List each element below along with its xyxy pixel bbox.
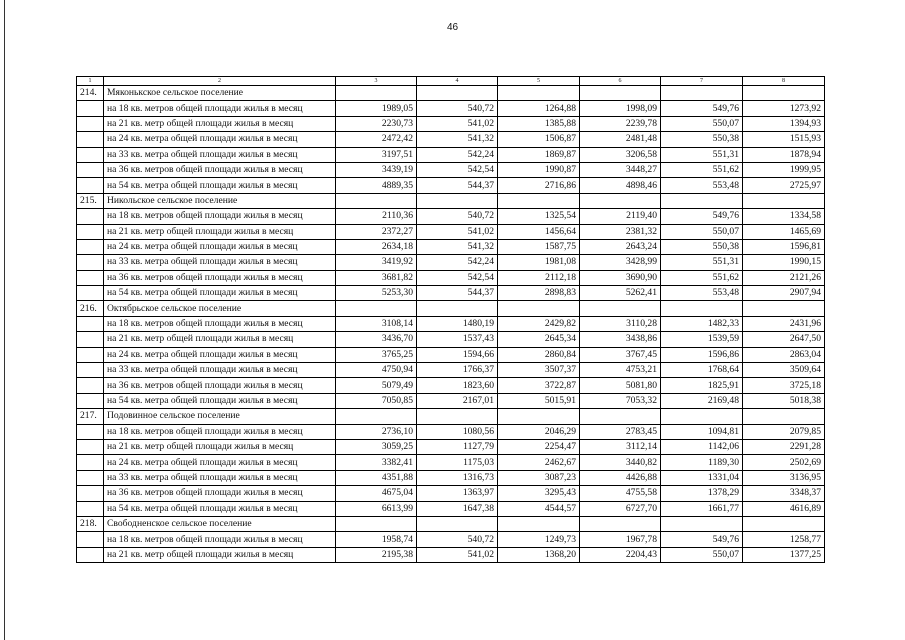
empty-cell (336, 301, 417, 316)
value-cell: 3112,14 (580, 439, 661, 454)
section-header-row (77, 193, 825, 208)
value-cell: 4351,88 (336, 470, 417, 485)
value-cell: 3059,25 (336, 439, 417, 454)
empty-cell (498, 301, 580, 316)
empty-cell (77, 347, 104, 362)
empty-cell (661, 409, 743, 424)
page-edge-rule (4, 0, 5, 640)
empty-cell (77, 332, 104, 347)
table-row (77, 101, 825, 116)
empty-cell (417, 86, 498, 101)
value-cell: 1596,86 (661, 347, 743, 362)
empty-cell (336, 516, 417, 531)
value-cell: 2429,82 (498, 316, 580, 331)
row-label: на 24 кв. метра общей площади жилья в месяц (104, 455, 336, 470)
value-cell: 1258,77 (743, 532, 825, 547)
value-cell: 1869,87 (498, 147, 580, 162)
value-cell: 542,54 (417, 162, 498, 177)
value-cell: 2254,47 (498, 439, 580, 454)
empty-cell (661, 193, 743, 208)
empty-cell (77, 486, 104, 501)
value-cell: 2112,18 (498, 270, 580, 285)
value-cell: 3440,82 (580, 455, 661, 470)
value-cell: 1537,43 (417, 332, 498, 347)
empty-cell (580, 301, 661, 316)
section-number: 214. (77, 86, 104, 101)
empty-cell (743, 301, 825, 316)
value-cell: 2381,32 (580, 224, 661, 239)
value-cell: 7050,85 (336, 393, 417, 408)
row-label: на 18 кв. метров общей площади жилья в месяц (104, 532, 336, 547)
tariff-table (76, 76, 825, 563)
value-cell: 2372,27 (336, 224, 417, 239)
value-cell: 1456,64 (498, 224, 580, 239)
value-cell: 1189,30 (661, 455, 743, 470)
value-cell: 3110,28 (580, 316, 661, 331)
value-cell: 1385,88 (498, 116, 580, 131)
row-label: на 18 кв. метров общей площади жилья в месяц (104, 209, 336, 224)
table-row (77, 347, 825, 362)
value-cell: 2472,42 (336, 132, 417, 147)
table-row (77, 532, 825, 547)
value-cell: 2462,67 (498, 455, 580, 470)
empty-cell (336, 409, 417, 424)
value-cell: 5079,49 (336, 378, 417, 393)
table-row (77, 132, 825, 147)
row-label: на 18 кв. метров общей площади жилья в месяц (104, 101, 336, 116)
empty-cell (77, 286, 104, 301)
table-body (77, 77, 825, 563)
empty-cell (77, 224, 104, 239)
value-cell: 1587,75 (498, 239, 580, 254)
empty-cell (580, 516, 661, 531)
value-cell: 3436,70 (336, 332, 417, 347)
value-cell: 3509,64 (743, 363, 825, 378)
table-row (77, 424, 825, 439)
value-cell: 3725,18 (743, 378, 825, 393)
value-cell: 2725,97 (743, 178, 825, 193)
value-cell: 542,24 (417, 255, 498, 270)
value-cell: 1768,64 (661, 363, 743, 378)
empty-cell (77, 116, 104, 131)
value-cell: 2647,50 (743, 332, 825, 347)
value-cell: 5262,41 (580, 286, 661, 301)
value-cell: 2502,69 (743, 455, 825, 470)
empty-cell (498, 409, 580, 424)
value-cell: 4544,57 (498, 501, 580, 516)
row-label: на 21 кв. метр общей площади жилья в месяц (104, 224, 336, 239)
value-cell: 1539,59 (661, 332, 743, 347)
value-cell: 1990,15 (743, 255, 825, 270)
value-cell: 541,02 (417, 547, 498, 562)
value-cell: 1506,87 (498, 132, 580, 147)
row-label: на 36 кв. метров общей площади жилья в месяц (104, 486, 336, 501)
value-cell: 3438,86 (580, 332, 661, 347)
value-cell: 3419,92 (336, 255, 417, 270)
column-number: 8 (743, 77, 825, 86)
value-cell: 2239,78 (580, 116, 661, 131)
value-cell: 1594,66 (417, 347, 498, 362)
value-cell: 2898,83 (498, 286, 580, 301)
page-number: 46 (446, 22, 459, 33)
column-number: 3 (336, 77, 417, 86)
value-cell: 544,37 (417, 286, 498, 301)
empty-cell (336, 193, 417, 208)
value-cell: 3382,41 (336, 455, 417, 470)
row-label: на 36 кв. метров общей площади жилья в месяц (104, 270, 336, 285)
value-cell: 1334,58 (743, 209, 825, 224)
value-cell: 1080,56 (417, 424, 498, 439)
value-cell: 2119,40 (580, 209, 661, 224)
value-cell: 2204,43 (580, 547, 661, 562)
table-row (77, 393, 825, 408)
value-cell: 6613,99 (336, 501, 417, 516)
row-label: на 21 кв. метр общей площади жилья в месяц (104, 332, 336, 347)
value-cell: 1823,60 (417, 378, 498, 393)
value-cell: 1142,06 (661, 439, 743, 454)
value-cell: 553,48 (661, 286, 743, 301)
value-cell: 1363,97 (417, 486, 498, 501)
column-number: 1 (77, 77, 104, 86)
value-cell: 3348,37 (743, 486, 825, 501)
section-number: 218. (77, 516, 104, 531)
empty-cell (743, 516, 825, 531)
value-cell: 2716,86 (498, 178, 580, 193)
empty-cell (661, 516, 743, 531)
value-cell: 1515,93 (743, 132, 825, 147)
value-cell: 7053,32 (580, 393, 661, 408)
value-cell: 3197,51 (336, 147, 417, 162)
row-label: на 21 кв. метр общей площади жилья в месяц (104, 547, 336, 562)
value-cell: 2645,34 (498, 332, 580, 347)
value-cell: 551,31 (661, 255, 743, 270)
row-label: на 21 кв. метр общей площади жилья в месяц (104, 439, 336, 454)
empty-cell (77, 470, 104, 485)
table-row (77, 470, 825, 485)
section-title: Свободненское сельское поселение (104, 516, 336, 531)
value-cell: 1766,37 (417, 363, 498, 378)
value-cell: 2907,94 (743, 286, 825, 301)
value-cell: 1394,93 (743, 116, 825, 131)
value-cell: 551,62 (661, 162, 743, 177)
empty-cell (77, 532, 104, 547)
value-cell: 542,54 (417, 270, 498, 285)
value-cell: 4898,46 (580, 178, 661, 193)
value-cell: 1465,69 (743, 224, 825, 239)
table-row (77, 162, 825, 177)
value-cell: 551,31 (661, 147, 743, 162)
table-row (77, 116, 825, 131)
value-cell: 2195,38 (336, 547, 417, 562)
value-cell: 1958,74 (336, 532, 417, 547)
value-cell: 1878,94 (743, 147, 825, 162)
empty-cell (661, 301, 743, 316)
value-cell: 1273,92 (743, 101, 825, 116)
row-label: на 36 кв. метров общей площади жилья в месяц (104, 162, 336, 177)
row-label: на 33 кв. метра общей площади жилья в месяц (104, 255, 336, 270)
value-cell: 2736,10 (336, 424, 417, 439)
row-label: на 54 кв. метра общей площади жилья в месяц (104, 393, 336, 408)
empty-cell (77, 547, 104, 562)
value-cell: 2079,85 (743, 424, 825, 439)
table-row (77, 239, 825, 254)
value-cell: 2110,36 (336, 209, 417, 224)
value-cell: 2291,28 (743, 439, 825, 454)
value-cell: 1175,03 (417, 455, 498, 470)
value-cell: 550,07 (661, 116, 743, 131)
empty-cell (77, 147, 104, 162)
value-cell: 542,24 (417, 147, 498, 162)
value-cell: 2169,48 (661, 393, 743, 408)
value-cell: 2167,01 (417, 393, 498, 408)
empty-cell (77, 455, 104, 470)
section-title: Подовинное сельское поселение (104, 409, 336, 424)
column-number: 4 (417, 77, 498, 86)
value-cell: 5253,30 (336, 286, 417, 301)
table-row (77, 486, 825, 501)
section-number: 216. (77, 301, 104, 316)
value-cell: 5015,91 (498, 393, 580, 408)
value-cell: 3448,27 (580, 162, 661, 177)
value-cell: 3439,19 (336, 162, 417, 177)
empty-cell (743, 409, 825, 424)
value-cell: 1596,81 (743, 239, 825, 254)
value-cell: 2230,73 (336, 116, 417, 131)
empty-cell (77, 162, 104, 177)
table-row (77, 363, 825, 378)
value-cell: 2643,24 (580, 239, 661, 254)
value-cell: 540,72 (417, 532, 498, 547)
value-cell: 6727,70 (580, 501, 661, 516)
empty-cell (77, 363, 104, 378)
empty-cell (77, 378, 104, 393)
empty-cell (77, 439, 104, 454)
value-cell: 2783,45 (580, 424, 661, 439)
value-cell: 551,62 (661, 270, 743, 285)
table-row (77, 439, 825, 454)
section-header-row (77, 409, 825, 424)
row-label: на 24 кв. метра общей площади жилья в месяц (104, 347, 336, 362)
table-row (77, 178, 825, 193)
value-cell: 1967,78 (580, 532, 661, 547)
value-cell: 1368,20 (498, 547, 580, 562)
value-cell: 4755,58 (580, 486, 661, 501)
value-cell: 1482,33 (661, 316, 743, 331)
value-cell: 4616,89 (743, 501, 825, 516)
empty-cell (336, 86, 417, 101)
value-cell: 4889,35 (336, 178, 417, 193)
value-cell: 3108,14 (336, 316, 417, 331)
empty-cell (417, 193, 498, 208)
section-title: Мяконькское сельское поселение (104, 86, 336, 101)
row-label: на 36 кв. метров общей площади жилья в месяц (104, 378, 336, 393)
table-row (77, 209, 825, 224)
table-row (77, 547, 825, 562)
value-cell: 1647,38 (417, 501, 498, 516)
empty-cell (498, 86, 580, 101)
row-label: на 18 кв. метров общей площади жилья в месяц (104, 316, 336, 331)
empty-cell (580, 86, 661, 101)
value-cell: 549,76 (661, 209, 743, 224)
value-cell: 541,02 (417, 224, 498, 239)
value-cell: 2481,48 (580, 132, 661, 147)
column-number: 7 (661, 77, 743, 86)
value-cell: 3767,45 (580, 347, 661, 362)
value-cell: 1480,19 (417, 316, 498, 331)
value-cell: 1999,95 (743, 162, 825, 177)
empty-cell (77, 501, 104, 516)
empty-cell (77, 209, 104, 224)
value-cell: 2634,18 (336, 239, 417, 254)
table-row (77, 270, 825, 285)
value-cell: 1127,79 (417, 439, 498, 454)
value-cell: 1378,29 (661, 486, 743, 501)
value-cell: 1325,54 (498, 209, 580, 224)
value-cell: 1998,09 (580, 101, 661, 116)
value-cell: 3765,25 (336, 347, 417, 362)
row-label: на 24 кв. метра общей площади жилья в месяц (104, 132, 336, 147)
row-label: на 33 кв. метра общей площади жилья в месяц (104, 470, 336, 485)
column-number-row (77, 77, 825, 86)
value-cell: 549,76 (661, 101, 743, 116)
value-cell: 1377,25 (743, 547, 825, 562)
value-cell: 3136,95 (743, 470, 825, 485)
table-row (77, 147, 825, 162)
value-cell: 541,32 (417, 132, 498, 147)
value-cell: 2046,29 (498, 424, 580, 439)
value-cell: 1094,81 (661, 424, 743, 439)
value-cell: 1989,05 (336, 101, 417, 116)
value-cell: 4426,88 (580, 470, 661, 485)
empty-cell (77, 255, 104, 270)
table-row (77, 286, 825, 301)
empty-cell (77, 270, 104, 285)
value-cell: 5081,80 (580, 378, 661, 393)
table-row (77, 332, 825, 347)
row-label: на 21 кв. метр общей площади жилья в месяц (104, 116, 336, 131)
value-cell: 4675,04 (336, 486, 417, 501)
empty-cell (77, 316, 104, 331)
empty-cell (498, 516, 580, 531)
empty-cell (77, 393, 104, 408)
value-cell: 1981,08 (498, 255, 580, 270)
value-cell: 550,07 (661, 224, 743, 239)
value-cell: 1249,73 (498, 532, 580, 547)
row-label: на 54 кв. метра общей площади жилья в месяц (104, 501, 336, 516)
value-cell: 2121,26 (743, 270, 825, 285)
value-cell: 3087,23 (498, 470, 580, 485)
column-number: 5 (498, 77, 580, 86)
value-cell: 553,48 (661, 178, 743, 193)
value-cell: 1990,87 (498, 162, 580, 177)
value-cell: 3690,90 (580, 270, 661, 285)
value-cell: 541,32 (417, 239, 498, 254)
value-cell: 3722,87 (498, 378, 580, 393)
value-cell: 549,76 (661, 532, 743, 547)
empty-cell (661, 86, 743, 101)
value-cell: 3206,58 (580, 147, 661, 162)
empty-cell (743, 193, 825, 208)
value-cell: 3428,99 (580, 255, 661, 270)
value-cell: 4753,21 (580, 363, 661, 378)
value-cell: 1825,91 (661, 378, 743, 393)
column-number: 2 (104, 77, 336, 86)
empty-cell (417, 409, 498, 424)
value-cell: 540,72 (417, 101, 498, 116)
table-row (77, 378, 825, 393)
empty-cell (77, 178, 104, 193)
value-cell: 1661,77 (661, 501, 743, 516)
value-cell: 1331,04 (661, 470, 743, 485)
table-row (77, 501, 825, 516)
section-header-row (77, 86, 825, 101)
row-label: на 54 кв. метра общей площади жилья в месяц (104, 286, 336, 301)
value-cell: 2860,84 (498, 347, 580, 362)
row-label: на 33 кв. метра общей площади жилья в месяц (104, 363, 336, 378)
section-number: 215. (77, 193, 104, 208)
value-cell: 550,38 (661, 132, 743, 147)
value-cell: 2863,04 (743, 347, 825, 362)
value-cell: 3681,82 (336, 270, 417, 285)
value-cell: 544,37 (417, 178, 498, 193)
empty-cell (77, 424, 104, 439)
value-cell: 4750,94 (336, 363, 417, 378)
empty-cell (77, 101, 104, 116)
row-label: на 33 кв. метра общей площади жилья в месяц (104, 147, 336, 162)
value-cell: 540,72 (417, 209, 498, 224)
value-cell: 3295,43 (498, 486, 580, 501)
section-title: Никольское сельское поселение (104, 193, 336, 208)
section-header-row (77, 301, 825, 316)
empty-cell (580, 409, 661, 424)
section-header-row (77, 516, 825, 531)
value-cell: 5018,38 (743, 393, 825, 408)
table-row (77, 316, 825, 331)
empty-cell (77, 132, 104, 147)
value-cell: 550,07 (661, 547, 743, 562)
row-label: на 24 кв. метра общей площади жилья в месяц (104, 239, 336, 254)
section-title: Октябрьское сельское поселение (104, 301, 336, 316)
value-cell: 1264,88 (498, 101, 580, 116)
table-row (77, 224, 825, 239)
table-row (77, 455, 825, 470)
empty-cell (580, 193, 661, 208)
empty-cell (743, 86, 825, 101)
value-cell: 541,02 (417, 116, 498, 131)
section-number: 217. (77, 409, 104, 424)
value-cell: 3507,37 (498, 363, 580, 378)
table-row (77, 255, 825, 270)
column-number: 6 (580, 77, 661, 86)
empty-cell (498, 193, 580, 208)
row-label: на 18 кв. метров общей площади жилья в месяц (104, 424, 336, 439)
value-cell: 550,38 (661, 239, 743, 254)
empty-cell (417, 516, 498, 531)
row-label: на 54 кв. метра общей площади жилья в месяц (104, 178, 336, 193)
empty-cell (77, 239, 104, 254)
empty-cell (417, 301, 498, 316)
value-cell: 2431,96 (743, 316, 825, 331)
value-cell: 1316,73 (417, 470, 498, 485)
